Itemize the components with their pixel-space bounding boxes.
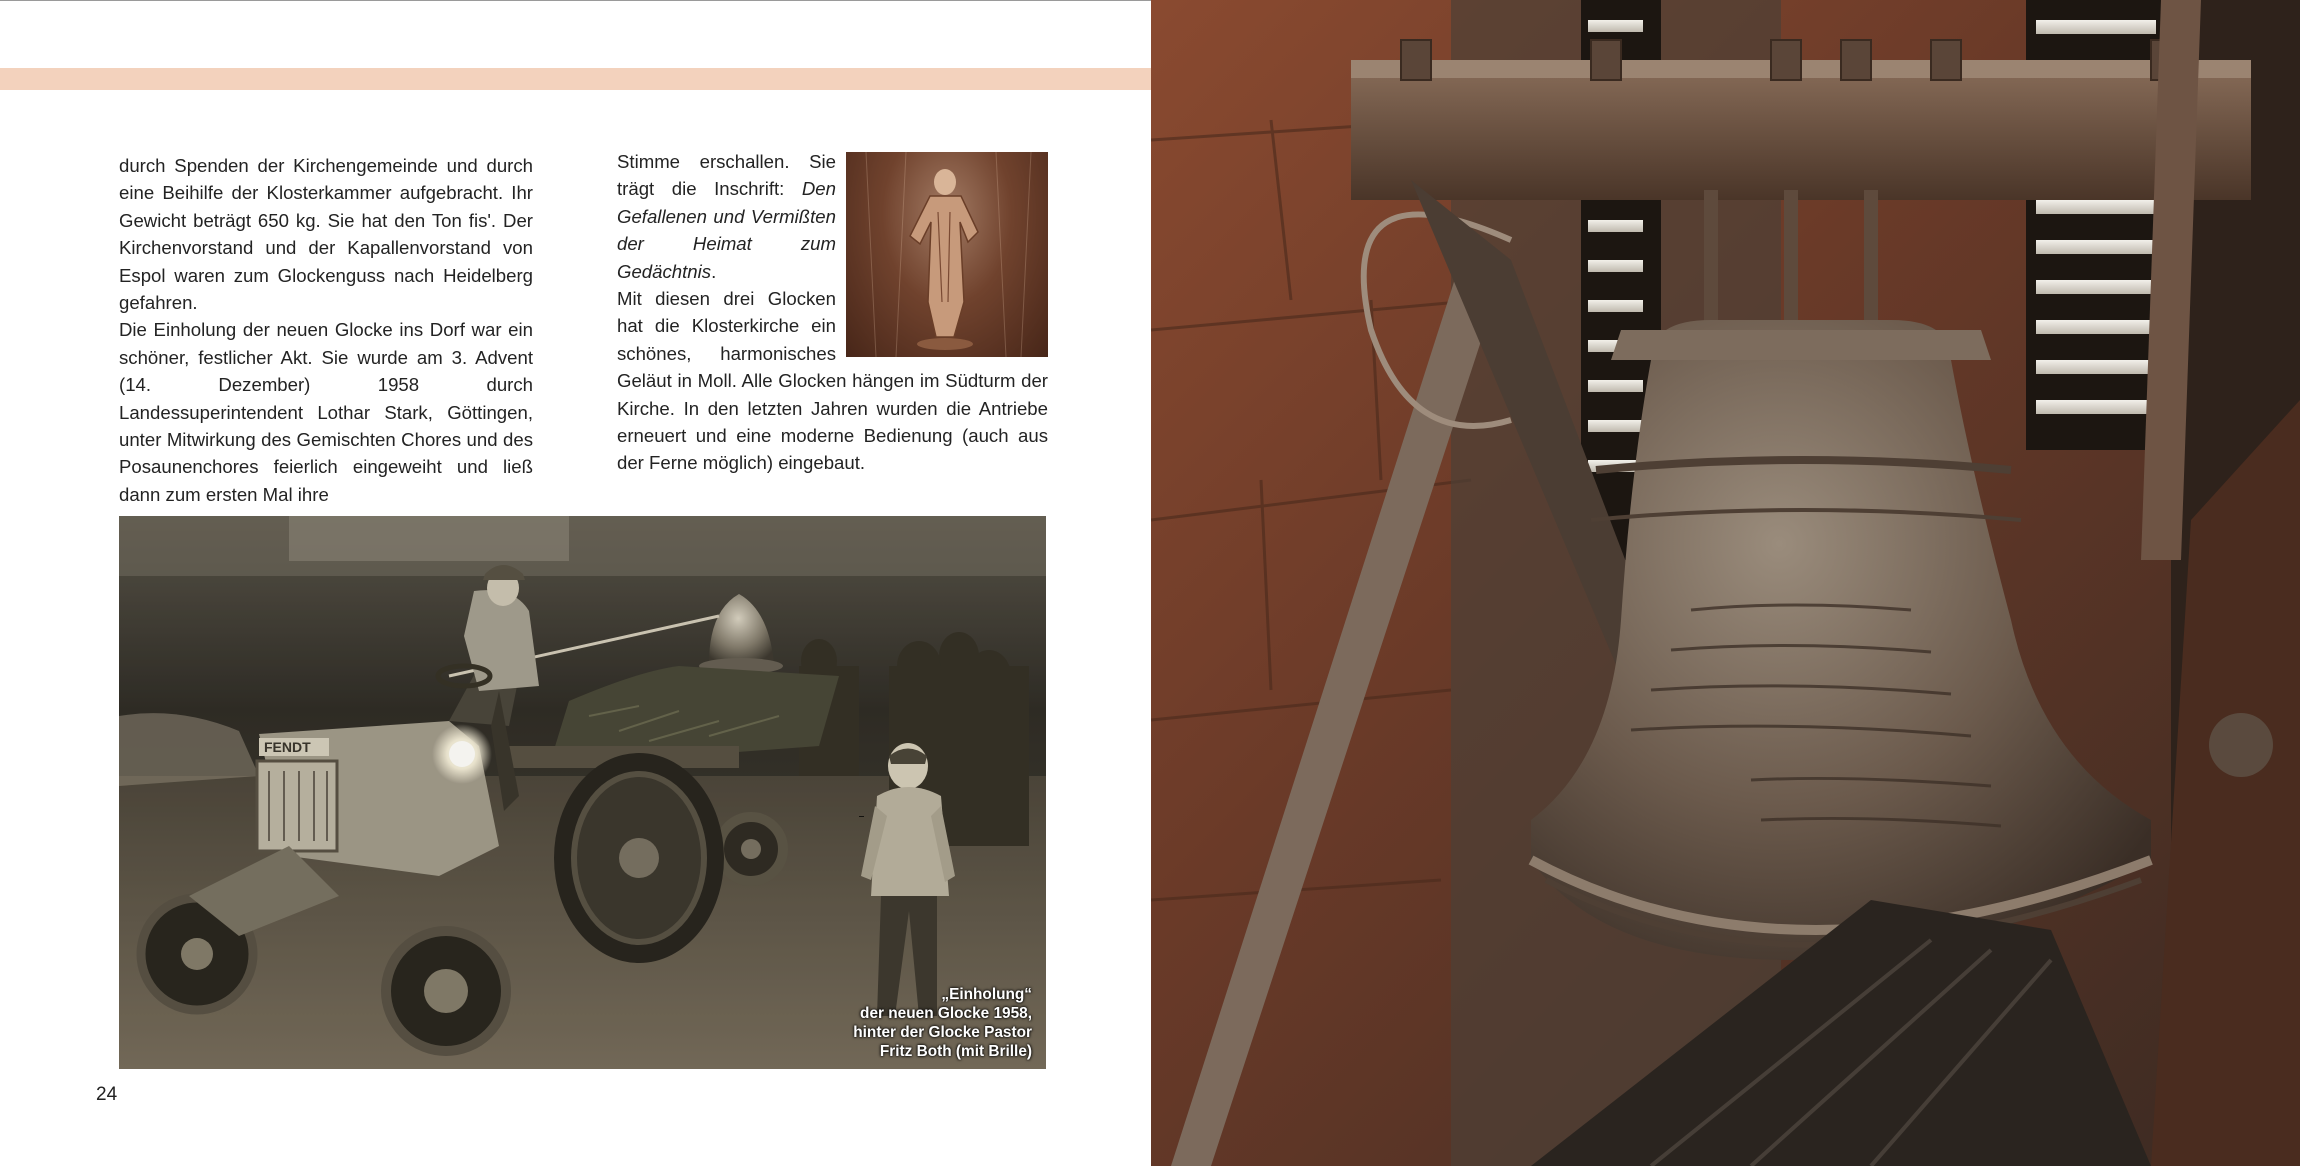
paragraph-donations: durch Spenden der Kirchengemeinde und durch eine Beihilfe der Klosterkammer aufgebracht. Ihr Gewicht beträgt 650 kg. Sie hat den Ton fis'. Der Kirchenvorstand und der Kapallenvorstand von Espol waren zum Glockenguss nach Heidelberg gefahren. <box>119 155 533 314</box>
photo-caption <box>853 985 1032 1061</box>
caption-line-1: „Einholung“ <box>941 986 1032 1003</box>
tractor-brand-badge: FENDT <box>264 739 311 755</box>
text-column-1 <box>119 152 533 508</box>
inscription-intro: Stimme erschallen. Sie trägt die Inschrift: <box>617 151 836 200</box>
paragraph-bells: Mit diesen drei Glocken hat die Klosterkirche ein schönes, harmonisches Geläut in Moll. Alle Glocken hängen im Südturm der Kirche. In den letzten Jahren wurden die Antriebe erneuert und eine moderne Bedienung (auch aus der Ferne möglich) eingebaut. <box>617 288 1048 474</box>
top-rule <box>0 0 1151 1</box>
christ-relief-thumbnail <box>846 152 1048 357</box>
paragraph-consecration: Die Einholung der neuen Glocke ins Dorf war ein schöner, festlicher Akt. Sie wurde am 3. Advent (14. Dezember) 1958 durch Landessuperintendent Lothar Stark, Göttingen, unter Mitwirkung des Gemischten Chores und des Posaunenchores feierlich eingeweiht und ließ dann zum ersten Mal ihre <box>119 319 533 505</box>
inscription-text: Den Gefallenen und Vermißten der Heimat zum Gedächtnis <box>617 178 836 282</box>
caption-line-3: hinter der Glocke Pastor <box>853 1024 1032 1041</box>
historic-tractor-photo <box>119 516 1046 1069</box>
christ-figure-illustration <box>846 152 1048 357</box>
inscription-end: . <box>711 260 717 282</box>
header-accent-bar <box>0 68 1151 90</box>
caption-line-4: Fritz Both (mit Brille) <box>879 1043 1032 1060</box>
bell-photo-page <box>1151 0 2300 1166</box>
church-bell-illustration <box>1151 0 2300 1166</box>
text-column-2 <box>617 148 1048 477</box>
page-number: 24 <box>96 1084 118 1105</box>
caption-line-2: der neuen Glocke 1958, <box>860 1005 1032 1022</box>
